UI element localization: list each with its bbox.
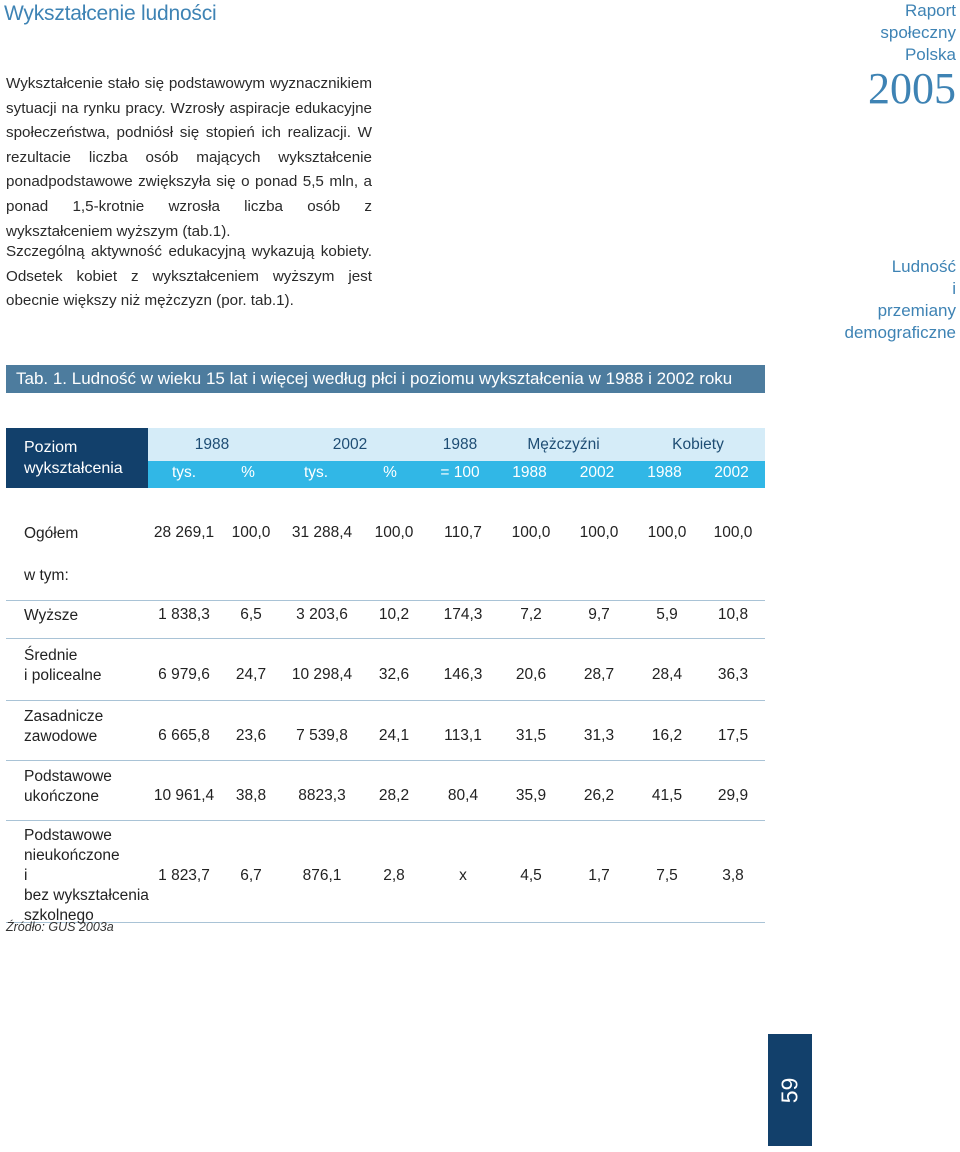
education-table xyxy=(6,428,765,923)
header-unit-7: 2002 xyxy=(579,464,615,481)
table-cell: 1,7 xyxy=(588,867,610,884)
table-cell: 5,9 xyxy=(656,606,678,623)
row-label xyxy=(24,826,149,926)
table-cell: 20,6 xyxy=(515,666,547,683)
page-number: 59 xyxy=(776,1077,803,1103)
table-cell: 113,1 xyxy=(444,727,482,744)
header-level-label xyxy=(6,428,148,488)
row-label xyxy=(24,646,102,686)
header-unit-3: tys. xyxy=(303,464,329,481)
table-cell: 7,5 xyxy=(656,867,678,884)
page-number-wrapper xyxy=(768,1034,812,1146)
table-row xyxy=(6,639,765,701)
header-level-line-2: wykształcenia xyxy=(24,460,123,477)
table-row xyxy=(6,761,765,821)
table-cell: 9,7 xyxy=(588,606,610,623)
table-row xyxy=(6,559,765,601)
row-label-line: Zasadnicze xyxy=(24,708,104,725)
table-cell: 24,7 xyxy=(235,666,267,683)
row-label xyxy=(24,767,112,807)
table-cell: 6,7 xyxy=(240,867,262,884)
table-cell: 3 203,6 xyxy=(296,606,348,623)
row-label-line: ukończone xyxy=(24,788,99,805)
table-cell: 35,9 xyxy=(515,787,547,804)
table-cell: 31 288,4 xyxy=(291,524,353,541)
table-cell: 31,5 xyxy=(515,727,547,744)
table-cell: 6,5 xyxy=(240,606,262,623)
table-cell: 16,2 xyxy=(651,727,683,744)
table-row xyxy=(6,821,765,923)
table-cell: 26,2 xyxy=(583,787,615,804)
table-cell: 100,0 xyxy=(713,524,753,541)
row-label-line: Podstawowe xyxy=(24,827,112,844)
table-cell: 29,9 xyxy=(717,787,749,804)
table-body xyxy=(6,488,765,923)
section-line-1: Ludność xyxy=(891,257,956,276)
table-cell: 6 665,8 xyxy=(158,727,210,744)
report-brand xyxy=(868,0,956,112)
table-cell: 38,8 xyxy=(235,787,267,804)
table-cell: 28,7 xyxy=(583,666,615,683)
table-cell: 10,8 xyxy=(717,606,749,623)
table-caption: Tab. 1. Ludność w wieku 15 lat i więcej według płci i poziomu wykształcenia w 1988 i 2002 roku xyxy=(6,365,765,393)
table-cell: 100,0 xyxy=(647,524,687,541)
table-header xyxy=(6,428,765,488)
table-cell: 10,2 xyxy=(378,606,410,623)
table-cell: 100,0 xyxy=(374,524,414,541)
table-cell: x xyxy=(459,867,467,884)
row-label xyxy=(24,707,103,747)
table-cell: 10 961,4 xyxy=(153,787,215,804)
header-men: Mężczyźni xyxy=(527,436,600,453)
table-cell: 7,2 xyxy=(520,606,542,623)
header-unit-4: % xyxy=(383,464,397,481)
table-cell: 4,5 xyxy=(520,867,542,884)
table-cell: 24,1 xyxy=(378,727,410,744)
brand-line-1: Raport xyxy=(904,1,956,20)
header-unit-9: 2002 xyxy=(714,464,749,481)
table-cell: 100,0 xyxy=(511,524,551,541)
table-row xyxy=(6,701,765,761)
row-label-line: Podstawowe xyxy=(24,768,112,785)
row-label-line: i xyxy=(24,867,28,884)
row-label-line: Wyższe xyxy=(24,607,79,624)
table-cell: 7 539,8 xyxy=(296,727,348,744)
row-label-line: w tym: xyxy=(24,567,69,584)
table-cell: 100,0 xyxy=(579,524,619,541)
source-note: Źródło: GUS 2003a xyxy=(6,920,114,934)
intro-paragraph: Wykształcenie stało się podstawowym wyznacznikiem sytuacji na rynku pracy. Wzrosły aspiracje edukacyjne społeczeństwa, podniósł się stopień ich realizacji. W rezultacie liczba osób mających wykształcenie ponadpodstawowe zwiększyła się o ponad 5,5 mln, a ponad 1,5-krotnie wzrosła liczba osób z wykształceniem wyższym (tab.1). xyxy=(6,75,372,240)
header-index-1988: 1988 xyxy=(442,436,478,453)
table-cell: 146,3 xyxy=(443,666,483,683)
table-cell: 28,4 xyxy=(651,666,683,683)
table-cell: 32,6 xyxy=(378,666,410,683)
table-cell: 10 298,4 xyxy=(291,666,353,683)
table-cell: 8823,3 xyxy=(298,787,346,804)
brand-year: 2005 xyxy=(868,64,956,113)
table-cell: 1 838,3 xyxy=(158,606,210,623)
section-line-4: demograficzne xyxy=(844,323,956,342)
row-label-line: Ogółem xyxy=(24,525,79,542)
table-cell: 28,2 xyxy=(378,787,410,804)
table-cell: 100,0 xyxy=(231,524,271,541)
row-label xyxy=(24,566,69,586)
table-cell: 6 979,6 xyxy=(158,666,210,683)
header-unit-6: 1988 xyxy=(512,464,547,481)
table-cell: 80,4 xyxy=(447,787,479,804)
section-line-3: przemiany xyxy=(877,301,956,320)
row-label-line: szkolnego xyxy=(24,907,94,924)
header-unit-1: tys. xyxy=(171,464,197,481)
table-cell: 36,3 xyxy=(717,666,749,683)
row-label-line: bez wykształcenia xyxy=(24,887,149,904)
table-cell: 876,1 xyxy=(302,867,342,884)
women-paragraph: Szczególną aktywność edukacyjną wykazują kobiety. Odsetek kobiet z wykształceniem wyższym jest obecnie większy niż mężczyzn (por. tab.1). xyxy=(6,243,372,310)
table-cell: 110,7 xyxy=(444,524,482,541)
header-bottom-row xyxy=(148,461,765,488)
header-unit-8: 1988 xyxy=(647,464,682,481)
table-cell: 3,8 xyxy=(722,867,744,884)
row-label-line: nieukończone xyxy=(24,847,120,864)
header-unit-5: = 100 xyxy=(440,464,480,481)
table-cell: 2,8 xyxy=(383,867,405,884)
table-row xyxy=(6,601,765,639)
table-cell: 41,5 xyxy=(651,787,683,804)
section-line-2: i xyxy=(952,279,956,298)
table-cell: 28 269,1 xyxy=(153,524,215,541)
table-cell: 1 823,7 xyxy=(158,867,210,884)
row-label-line: zawodowe xyxy=(24,728,98,745)
page-title: Wykształcenie ludności xyxy=(4,2,217,25)
row-label xyxy=(24,524,78,544)
row-label-line: Średnie xyxy=(24,647,78,664)
table-cell: 17,5 xyxy=(717,727,749,744)
section-label xyxy=(844,256,956,344)
brand-line-2: społeczny xyxy=(880,23,956,42)
header-year-2002: 2002 xyxy=(332,436,368,453)
header-women: Kobiety xyxy=(672,436,724,453)
row-label-line: i policealne xyxy=(24,667,102,684)
table-row xyxy=(6,521,765,559)
header-unit-2: % xyxy=(241,464,255,481)
table-cell: 174,3 xyxy=(443,606,483,623)
header-top-row xyxy=(148,428,765,461)
table-cell: 31,3 xyxy=(583,727,615,744)
header-year-1988: 1988 xyxy=(194,436,230,453)
row-label xyxy=(24,606,78,626)
header-level-line-1: Poziom xyxy=(24,439,78,456)
table-cell: 23,6 xyxy=(235,727,267,744)
brand-line-3: Polska xyxy=(904,45,956,64)
